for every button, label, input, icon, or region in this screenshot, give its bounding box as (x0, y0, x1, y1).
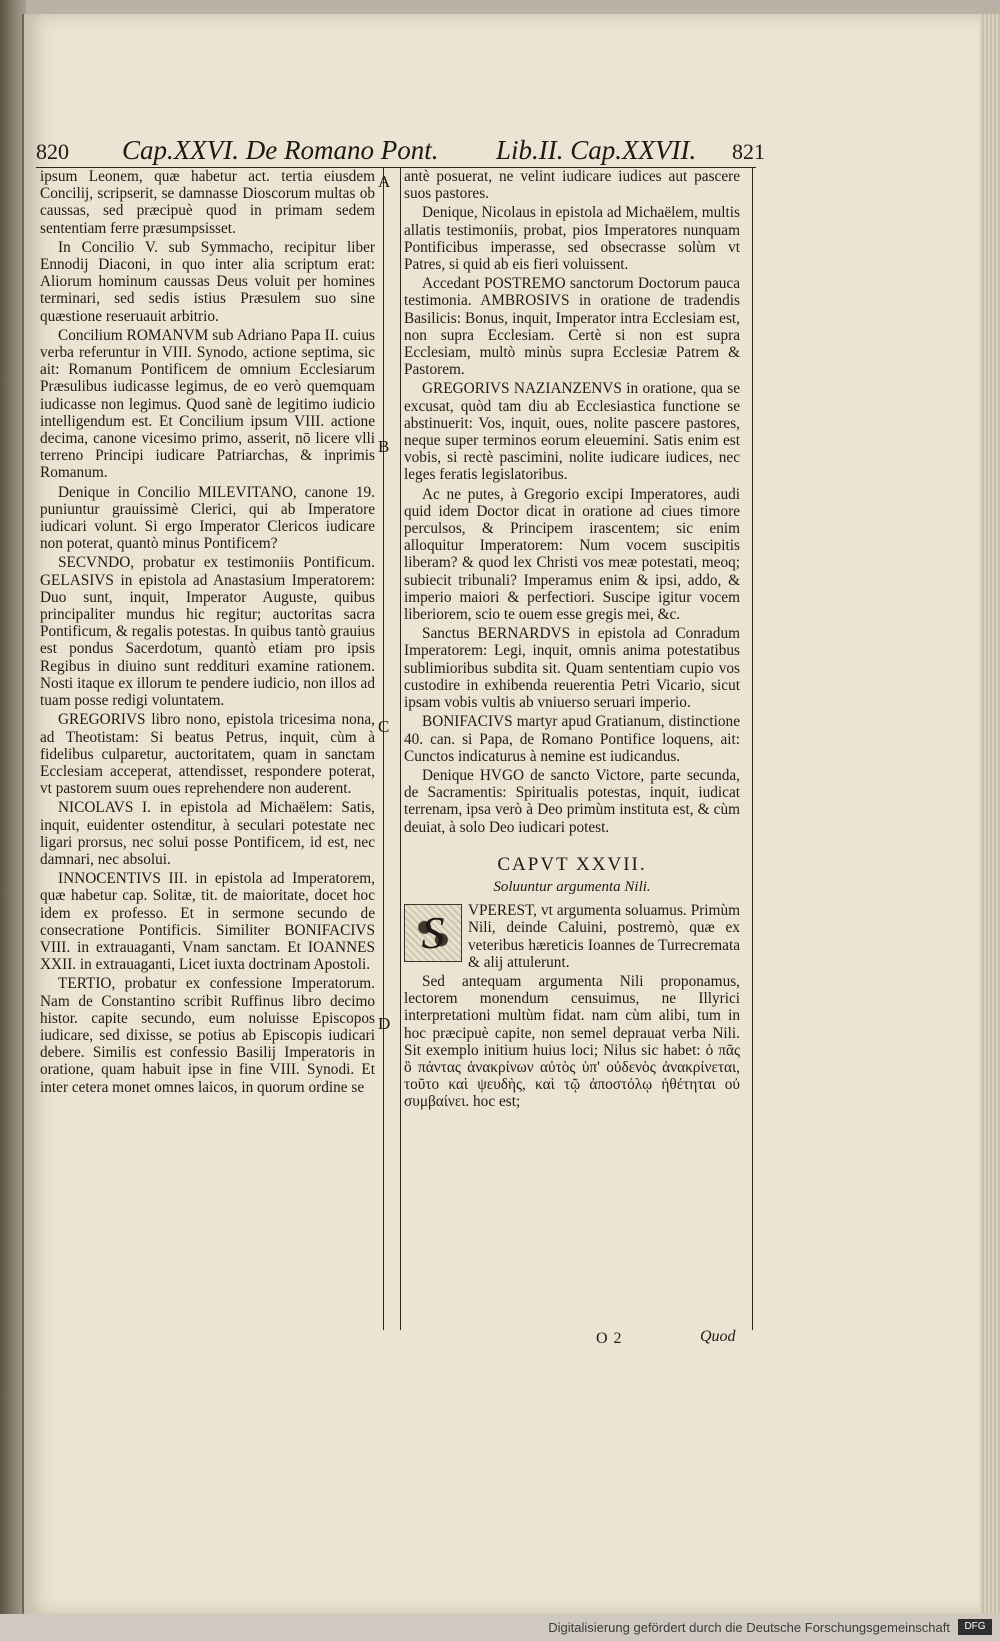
right-paragraph: antè posuerat, ne velint iudicare iudices aut pascere suos pastores. (404, 168, 740, 203)
page-number-right: 821 (732, 139, 765, 164)
funding-notice: Digitalisierung gefördert durch die Deutsche Forschungsgemeinschaft (548, 1620, 950, 1635)
right-paragraph: GREGORIVS NAZIANZENVS in oratione, qua se excusat, quòd tam diu ab Ecclesiastica functione se abstinuerit: Vos, inquit, oues, nolite pascere pastores, neque super terminos eorum eleuemini. Satis enim est vobis, si rectè pascimini, nolite iudicare iudices, nec leges feratis legislatoribus. (404, 380, 740, 484)
running-header (36, 135, 764, 171)
left-paragraph: TERTIO, probatur ex confessione Imperatorum. Nam de Constantino scribit Ruffinus libro decimo histor. capite secundo, eum noluisse Episcopos iudicare, sed dixisse, se potius ab Episcopis iudicari debere. Similis est confessio Basilij Imperatoris in oratione, quam habuit ipse in fine VIII. Synodi. Et inter cetera monet omnes laicos, in quorum ordine se (40, 975, 375, 1096)
right-column (404, 168, 740, 1330)
margin-letter-d: D (378, 1014, 391, 1033)
left-column (40, 168, 375, 1330)
margin-letter-a: A (378, 172, 391, 191)
page-number-left: 820 (36, 139, 69, 164)
margin-letter-c: C (378, 717, 390, 736)
column-divider-left (383, 168, 384, 1330)
caption-left: Cap.XXVI. De Romano Pont. (122, 135, 439, 165)
dfg-logo: DFG (958, 1619, 992, 1635)
left-paragraph: SECVNDO, probatur ex testimoniis Pontificum. GELASIVS in epistola ad Anastasium Imperatorem: Duo sunt, inquit, Imperator Auguste, quibus principaliter mundus hic regitur; auctoritas sacra Pontificum, & regalis potestas. In quibus tantò grauius est pondus Sacerdotum, quantò etiam pro ipsis Regibus in diuino sunt reddituri examine rationem. Nosti itaque ex illorum te pendere iudicio, non illos ad tuam posse redigi voluntatem. (40, 554, 375, 710)
right-paragraph: Ac ne putes, à Gregorio excipi Imperatores, audi quid idem Doctor dicat in oratione ad ciues timore perculsos, & Principem irascentem; sic enim alloquitur Imperatorem: Num vocem suscipitis liberam? & quod lex Christi vos meæ potestati, meoq; subiecit tribunali? Imperamus enim & ipsi, addo, & imperio maiori & perfectiori. Suscipe igitur vocem liberiorem, scio te ouem esse gregis mei, &c. (404, 485, 740, 624)
right-paragraph: Denique HVGO de sancto Victore, parte secunda, de Sacramentis: Spiritualis potestas, inquit, iudicat terrenam, ipsa verò à Deo primùm instituta est, & cùm deuiat, à solo Deo iudicari potest. (404, 766, 740, 836)
right-paragraph: BONIFACIVS martyr apud Gratianum, distinctione 40. can. si Papa, de Romano Pontifice loquens, ait: Cunctos indicaturus à nemine est iudicandus. (404, 713, 740, 765)
chapter-paragraph (404, 902, 740, 971)
digitization-bar (0, 1614, 1000, 1641)
margin-letter-b: B (378, 437, 390, 456)
caption-right: Lib.II. Cap.XXVII. (496, 135, 697, 165)
right-paragraph: Denique, Nicolaus in epistola ad Michaëlem, multis allatis testimoniis, probat, pios Imperatores nunquam Pontificibus imperasse, sed obsecrasse solùm vt Patres, si quid ab eis fieri voluissent. (404, 204, 740, 274)
column-border-outer (752, 168, 753, 1330)
left-paragraph: Denique in Concilio MILEVITANO, canone 19. puniuntur grauissimè Clerici, qui ab Imperatore iudicari volunt. Si ergo Imperator Clericos iudicare non poterat, quantò minus Pontificem? (40, 483, 375, 553)
signature-mark: O 2 (596, 1330, 623, 1347)
decorated-initial: S (404, 904, 462, 962)
chapter-subtitle: Soluuntur argumenta Nili. (493, 878, 651, 895)
chapter-paragraph: Sed antequam argumenta Nili proponamus, lectorem monendum censuimus, ne Illyrici interpretationi multùm fidat. nam cùm alibi, tum in hoc præcipuè capite, non semel deprauat verba Nili. Sit exemplo initium huius loci; Nilus sic habet: ὁ πᾶς ὃ πάντας ἀνακρίνων αὐτὸς ὑπ' οὐδενὸς ἀνακρίνεται, τοῦτο καὶ ψευδὴς, καὶ τῷ ἀποστόλῳ ἡθέτηται οὐ συμβαίνει. hoc est; (404, 972, 740, 1111)
left-paragraph: ipsum Leonem, quæ habetur act. tertia eiusdem Concilij, scripserit, se damnasse Dioscorum multas ob caussas, sed præcipuè quod in primam sedem sententiam ferre præsumpsisset. (40, 168, 375, 237)
page-edges (980, 14, 1000, 1614)
catchword: Quod (700, 1328, 736, 1345)
left-paragraph: NICOLAVS I. in epistola ad Michaëlem: Satis, inquit, euidenter ostenditur, à seculari potestate nec ligari prorsus, nec solui posse Pontificem, id est, nec damnari, nec absolui. (40, 799, 375, 868)
left-paragraph: In Concilio V. sub Symmacho, recipitur liber Ennodij Diaconi, in quo inter alia scriptum erat: Aliorum hominum caussas Deus voluit per homines terminari, sed sedis istius Præsulem suo sine quæstione reseruauit arbitrio. (40, 238, 375, 325)
right-paragraph: Accedant POSTREMO sanctorum Doctorum pauca testimonia. AMBROSIVS in oratione de tradendis Basilicis: Bonus, inquit, Imperator intra Ecclesiam est, non supra Ecclesiam. Certè si non est supra Ecclesiam, multò minùs supra Ecclesiæ Patrem & Pastorem. (404, 275, 740, 379)
left-paragraph: INNOCENTIVS III. in epistola ad Imperatorem, quæ habetur cap. Solitæ, tit. de maioritate, docet hoc idem ex professo. Et in sermone secundo de consecratione Pontificis. Similiter BONIFACIVS VIII. in extrauaganti, Vnam sanctam. Et IOANNES XXII. in extrauaganti, Licet iuxta doctrinam Apostoli. (40, 870, 375, 974)
right-paragraph: Sanctus BERNARDVS in epistola ad Conradum Imperatorem: Legi, inquit, omnis anima potestatibus sublimioribus subdita sit. Quam sententiam cupio vos custodire in exhibenda reuerentia Petri Vicario, sicut ipsam vobis vultis ab vniuerso seruari imperio. (404, 625, 740, 712)
chapter-title: CAPVT XXVII. (497, 853, 647, 875)
left-paragraph: Concilium ROMANVM sub Adriano Papa II. cuius verba referuntur in VIII. Synodo, actione septima, sic ait: Romanum Pontificem de omnium Ecclesiarum Præsulibus iudicasse legimus, de eo verò quemquam iudicasse non legimus. Quod sanè de legitimo iudicio intelligendum est. Et Concilium ipsum VIII. actione decima, canone vicesimo primo, asserit, nō licere vlli terreno Principi iudicare Patriarchas, & inprimis Romanum. (40, 326, 375, 482)
chapter-first-text: VPEREST, vt argumenta soluamus. Primùm Nili, deinde Caluini, postremò, quæ ex veteribus hæreticis Ioannes de Turrecremata & alij attulerunt. (468, 902, 740, 971)
column-divider-right (400, 168, 401, 1330)
left-paragraph: GREGORIVS libro nono, epistola tricesima nona, ad Theotistam: Si beatus Petrus, inquit, cùm à fidelibus culparetur, auctoritatem, quam in sanctam Ecclesiam acceperat, attendisset, respondere poterat, vt pastorem suum oues reprehendere non auderent. (40, 711, 375, 798)
